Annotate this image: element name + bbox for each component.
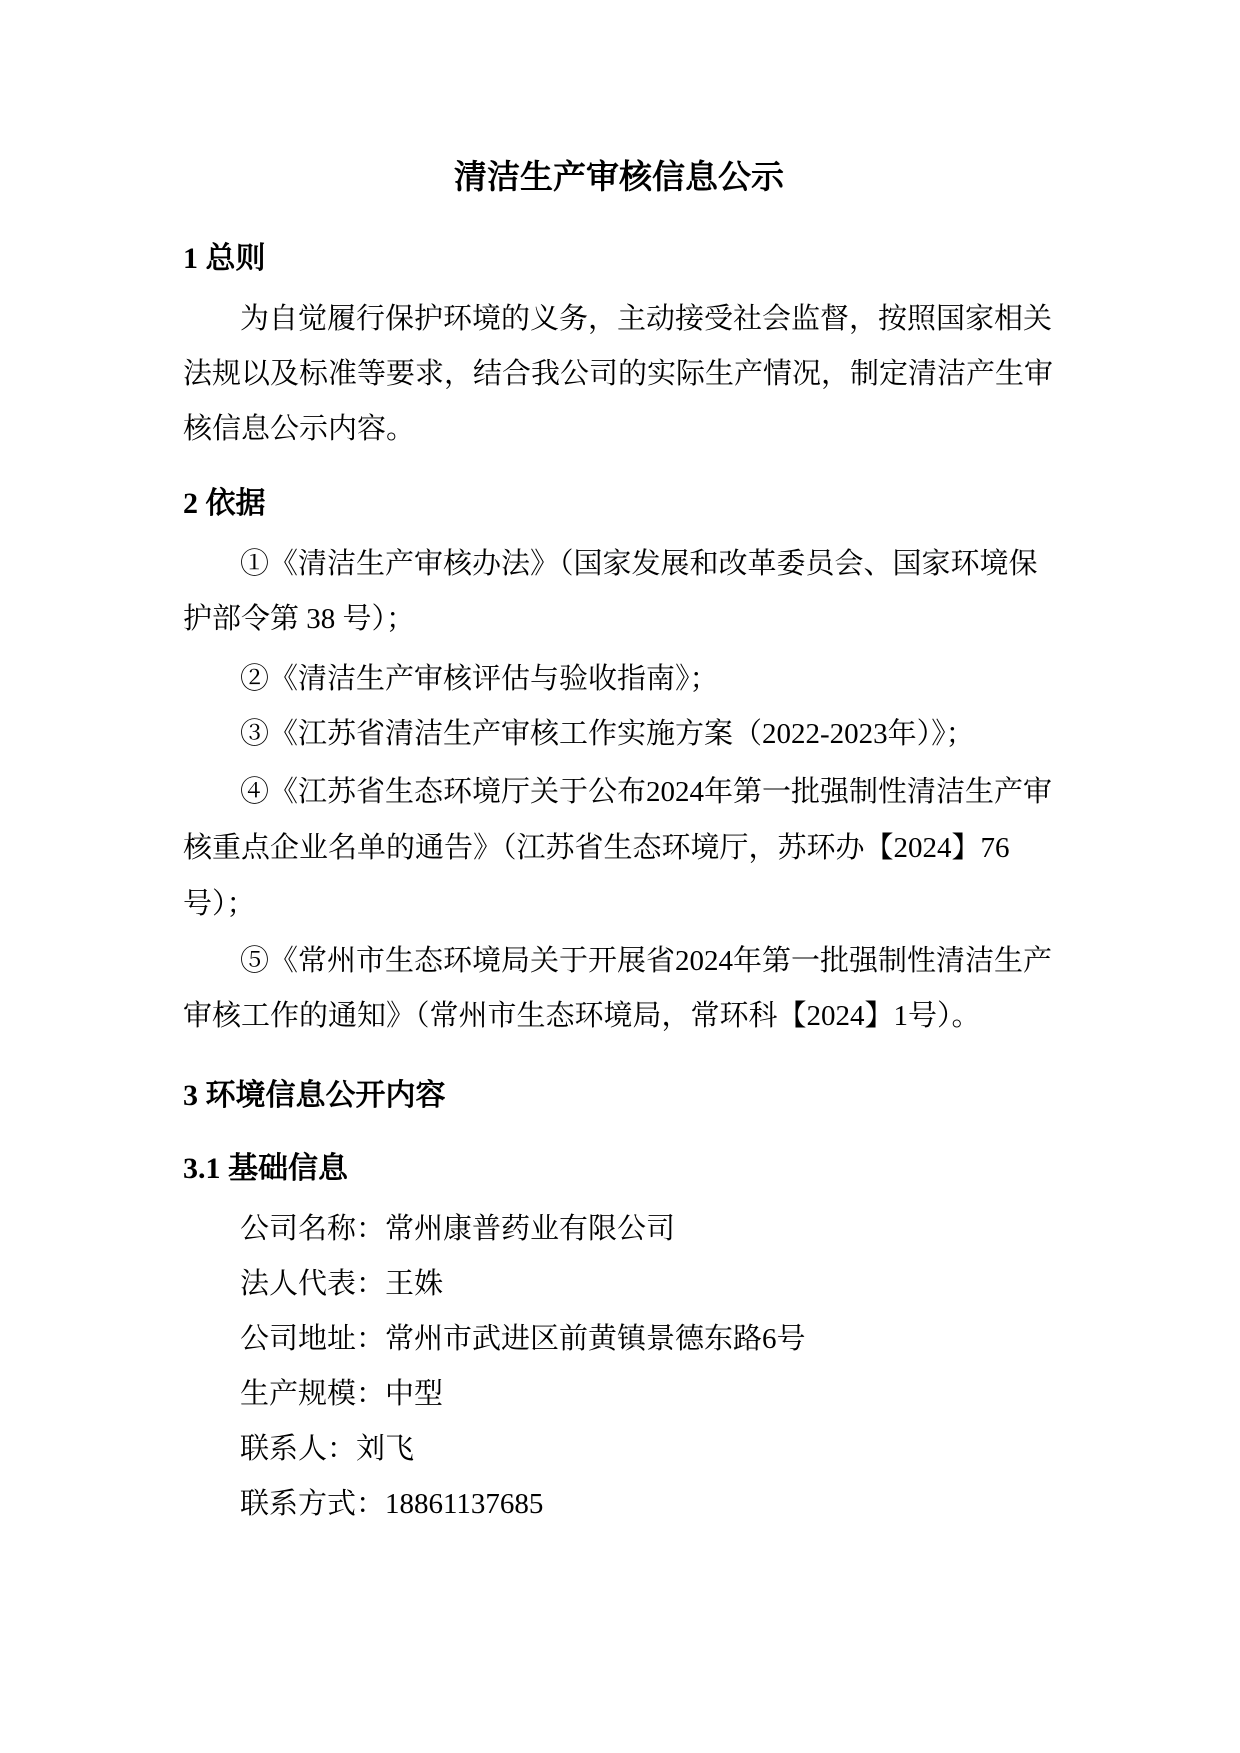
company-name-line: 公司名称：常州康普药业有限公司 — [240, 1213, 676, 1245]
basis-item-1-line-1: ①《清洁生产审核办法》（国家发展和改革委员会、国家环境保 — [240, 548, 1038, 580]
legal-representative-line: 法人代表：王姝 — [240, 1268, 444, 1300]
section-3-1-heading: 3.1 基础信息 — [183, 1152, 348, 1185]
basis-item-4-line-1: ④《江苏省生态环境厅关于公布2024年第一批强制性清洁生产审 — [240, 776, 1053, 808]
section-1-para-line-2: 法规以及标准等要求，结合我公司的实际生产情况，制定清洁产生审 — [183, 358, 1054, 390]
section-1-para-line-1: 为自觉履行保护环境的义务，主动接受社会监督，按照国家相关 — [240, 303, 1053, 335]
section-2-heading: 2 依据 — [183, 487, 266, 520]
basis-item-3-line: ③《江苏省清洁生产审核工作实施方案（2022-2023年）》； — [240, 718, 975, 750]
contact-person-line: 联系人：刘飞 — [240, 1433, 415, 1465]
basis-item-4-line-3: 号）； — [183, 888, 256, 920]
contact-phone-line: 联系方式：18861137685 — [240, 1488, 544, 1520]
section-1-heading: 1 总则 — [183, 242, 266, 275]
section-3-heading: 3 环境信息公开内容 — [183, 1079, 446, 1112]
production-scale-line: 生产规模：中型 — [240, 1378, 444, 1410]
page-title: 清洁生产审核信息公示 — [454, 160, 784, 196]
basis-item-5-line-1: ⑤《常州市生态环境局关于开展省2024年第一批强制性清洁生产 — [240, 945, 1053, 977]
basis-item-1-line-2: 护部令第 38 号）； — [183, 603, 416, 635]
basis-item-4-line-2: 核重点企业名单的通告》（江苏省生态环境厅，苏环办【2024】76 — [183, 832, 1010, 864]
company-address-line: 公司地址：常州市武进区前黄镇景德东路6号 — [240, 1323, 806, 1355]
basis-item-5-line-2: 审核工作的通知》（常州市生态环境局，常环科【2024】1号）。 — [183, 1000, 981, 1032]
section-1-para-line-3: 核信息公示内容。 — [183, 413, 416, 445]
basis-item-2-line: ②《清洁生产审核评估与验收指南》； — [240, 663, 719, 695]
